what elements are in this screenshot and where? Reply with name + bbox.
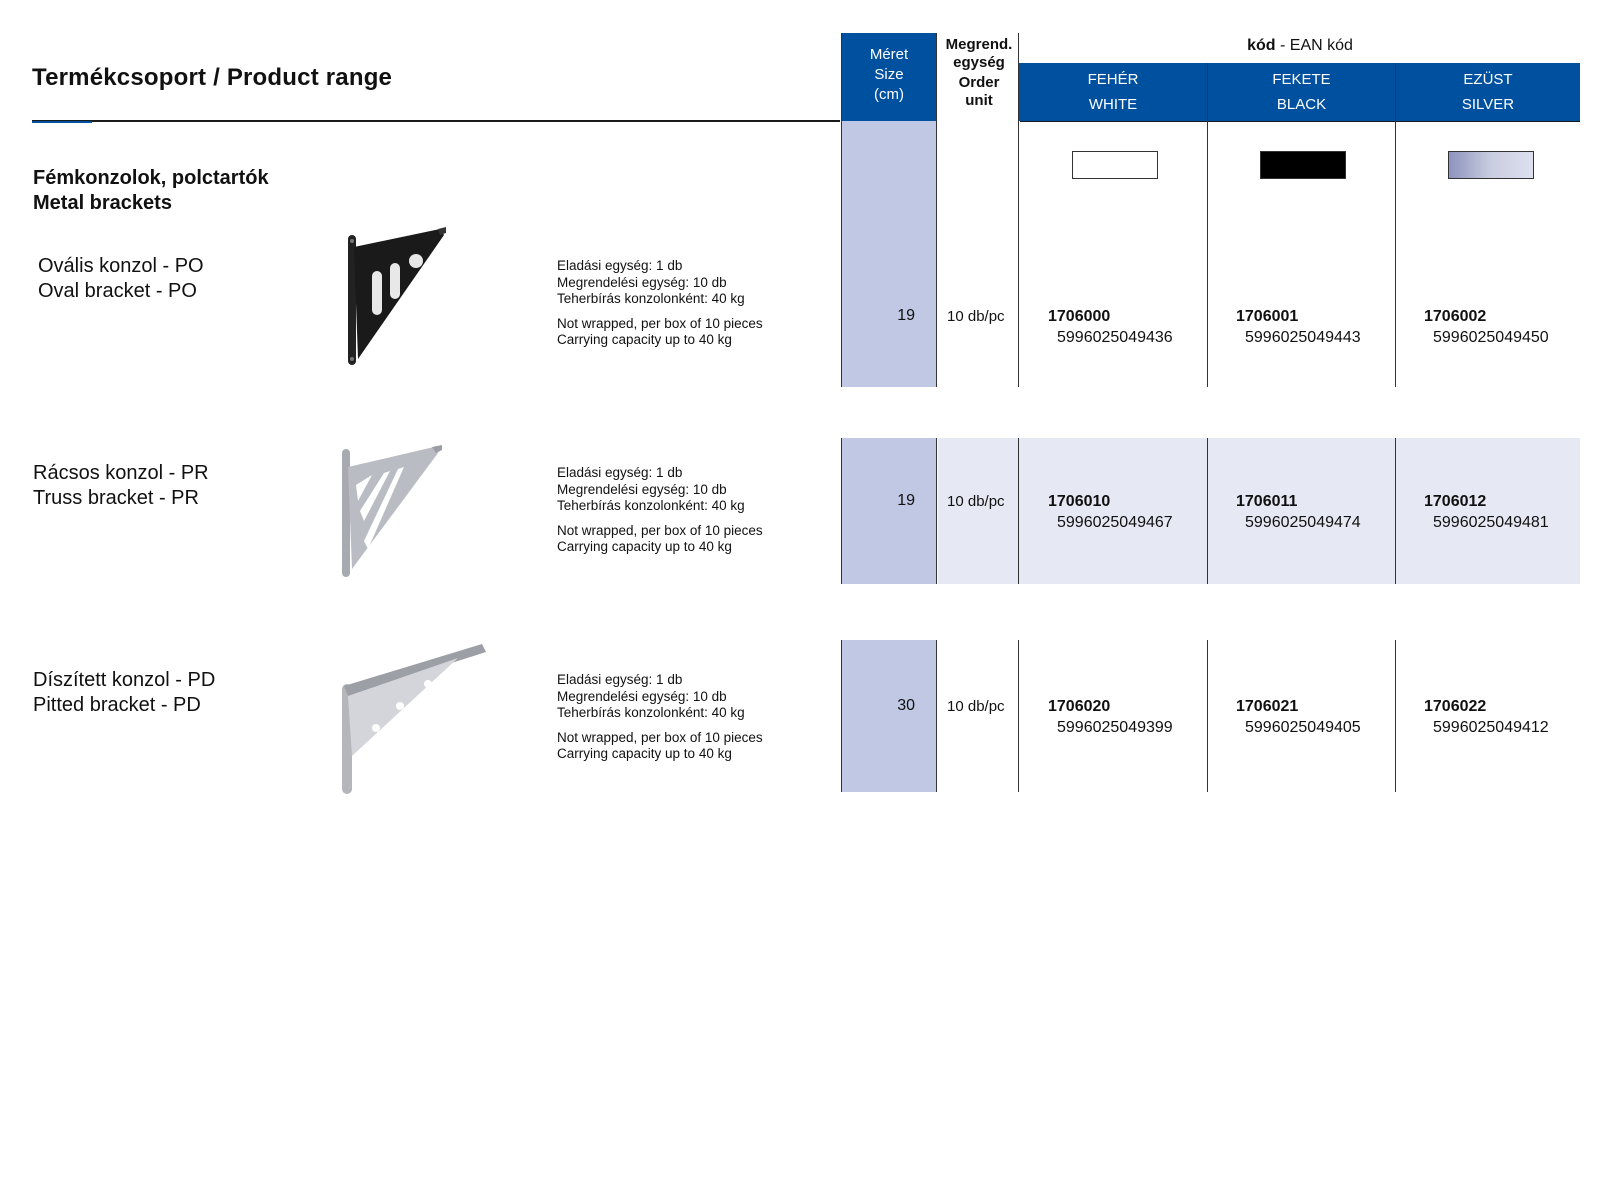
divider	[936, 438, 937, 584]
code-cell-white	[1048, 696, 1173, 738]
color-swatch-silver	[1448, 151, 1534, 179]
color-name-en: SILVER	[1461, 96, 1515, 113]
code-cell-silver	[1424, 696, 1549, 738]
code-label: kód	[1247, 37, 1276, 54]
order-unit-value: 10 db/pc	[947, 493, 1005, 510]
ean-code: 5996025049481	[1433, 514, 1549, 531]
product-code: 1706020	[1048, 698, 1111, 715]
product-description	[557, 465, 763, 556]
desc-line: Eladási egység: 1 db	[557, 258, 683, 273]
divider	[1018, 438, 1019, 584]
size-value: 19	[897, 492, 915, 509]
color-name-hu: FEHÉR	[1087, 71, 1139, 88]
ean-code: 5996025049405	[1245, 719, 1361, 736]
desc-line: Megrendelési egység: 10 db	[557, 688, 727, 704]
color-name-en: BLACK	[1276, 96, 1327, 113]
product-code: 1706011	[1236, 493, 1298, 510]
ean-code: 5996025049412	[1433, 719, 1549, 736]
divider	[1395, 438, 1396, 584]
product-name-hu: Ovális konzol - PO	[38, 255, 204, 277]
divider	[936, 33, 937, 387]
desc-line: Teherbírás konzolonként: 40 kg	[557, 498, 745, 513]
product-description	[557, 672, 763, 763]
divider	[1207, 438, 1208, 584]
product-name-en: Pitted bracket - PD	[33, 694, 201, 716]
code-cell-black	[1236, 306, 1361, 348]
desc-line: Teherbírás konzolonként: 40 kg	[557, 291, 745, 306]
title-rule	[32, 120, 840, 122]
ean-code: 5996025049399	[1057, 719, 1173, 736]
color-swatch-white	[1072, 151, 1158, 179]
code-cell-black	[1236, 696, 1361, 738]
color-header-black	[1208, 63, 1395, 121]
order-label-hu-1: Megrend.	[945, 36, 1013, 53]
size-column-bg	[842, 121, 936, 387]
product-code: 1706010	[1048, 493, 1111, 510]
category-en: Metal brackets	[33, 192, 172, 214]
order-label-hu-2: egység	[953, 54, 1005, 71]
desc-line: Not wrapped, per box of 10 pieces	[557, 522, 763, 538]
product-code: 1706000	[1048, 308, 1111, 325]
product-name-hu: Rácsos konzol - PR	[33, 462, 209, 484]
size-column-header	[842, 33, 936, 121]
order-label-en-2: unit	[965, 92, 993, 109]
desc-line: Megrendelési egység: 10 db	[557, 274, 727, 290]
size-label-hu: Méret	[869, 46, 909, 63]
product-code: 1706012	[1424, 493, 1487, 510]
color-swatch-black	[1260, 151, 1346, 179]
title-accent	[32, 121, 92, 123]
size-label-unit: (cm)	[874, 86, 904, 103]
code-cell-silver	[1424, 306, 1549, 348]
code-cell-black	[1236, 491, 1361, 533]
product-name	[38, 254, 204, 304]
product-name-hu: Díszített konzol - PD	[33, 669, 216, 691]
divider	[841, 438, 842, 584]
desc-line: Megrendelési egység: 10 db	[557, 481, 727, 497]
desc-line: Eladási egység: 1 db	[557, 465, 683, 480]
size-value: 30	[897, 697, 915, 714]
order-unit-value: 10 db/pc	[947, 698, 1005, 715]
category-heading	[33, 166, 269, 216]
color-header-silver	[1396, 63, 1580, 121]
ean-code: 5996025049436	[1057, 329, 1173, 346]
page-title: Termékcsoport / Product range	[32, 64, 393, 91]
desc-line: Teherbírás konzolonként: 40 kg	[557, 705, 745, 720]
code-cell-white	[1048, 491, 1173, 533]
order-unit-value: 10 db/pc	[947, 308, 1005, 325]
ean-code: 5996025049450	[1433, 329, 1549, 346]
truss-bracket-image	[338, 445, 444, 581]
color-name-en: WHITE	[1088, 96, 1138, 113]
product-code: 1706002	[1424, 308, 1487, 325]
color-name-hu: EZÜST	[1463, 71, 1513, 88]
divider	[1018, 640, 1019, 792]
order-unit-header	[940, 36, 1018, 110]
product-name	[33, 461, 209, 511]
product-description	[557, 258, 763, 349]
color-header-white	[1019, 63, 1207, 121]
ean-code: 5996025049467	[1057, 514, 1173, 531]
code-cell-white	[1048, 306, 1173, 348]
product-code: 1706021	[1236, 698, 1299, 715]
desc-line: Not wrapped, per box of 10 pieces	[557, 729, 763, 745]
desc-line: Carrying capacity up to 40 kg	[557, 539, 732, 554]
order-label-en-1: Order	[958, 74, 1000, 91]
ean-label: - EAN kód	[1275, 37, 1353, 54]
size-value: 19	[897, 307, 915, 324]
ean-code: 5996025049443	[1245, 329, 1361, 346]
size-label-en: Size	[874, 66, 904, 83]
divider	[936, 640, 937, 792]
ean-code: 5996025049474	[1245, 514, 1361, 531]
size-column-bg	[842, 438, 936, 584]
product-code: 1706022	[1424, 698, 1487, 715]
color-name-hu: FEKETE	[1272, 71, 1331, 88]
code-group-header	[1020, 37, 1580, 55]
product-name-en: Oval bracket - PO	[38, 280, 197, 302]
desc-line: Carrying capacity up to 40 kg	[557, 746, 732, 761]
divider	[1395, 640, 1396, 792]
desc-line: Carrying capacity up to 40 kg	[557, 332, 732, 347]
category-hu: Fémkonzolok, polctartók	[33, 167, 269, 189]
desc-line: Not wrapped, per box of 10 pieces	[557, 315, 763, 331]
desc-line: Eladási egység: 1 db	[557, 672, 683, 687]
product-name-en: Truss bracket - PR	[33, 487, 199, 509]
size-column-bg	[842, 640, 936, 792]
oval-bracket-image	[340, 225, 450, 371]
divider	[841, 640, 842, 792]
product-name	[33, 668, 215, 718]
pitted-bracket-image	[338, 640, 488, 796]
code-cell-silver	[1424, 491, 1549, 533]
divider	[1207, 640, 1208, 792]
product-code: 1706001	[1236, 308, 1299, 325]
